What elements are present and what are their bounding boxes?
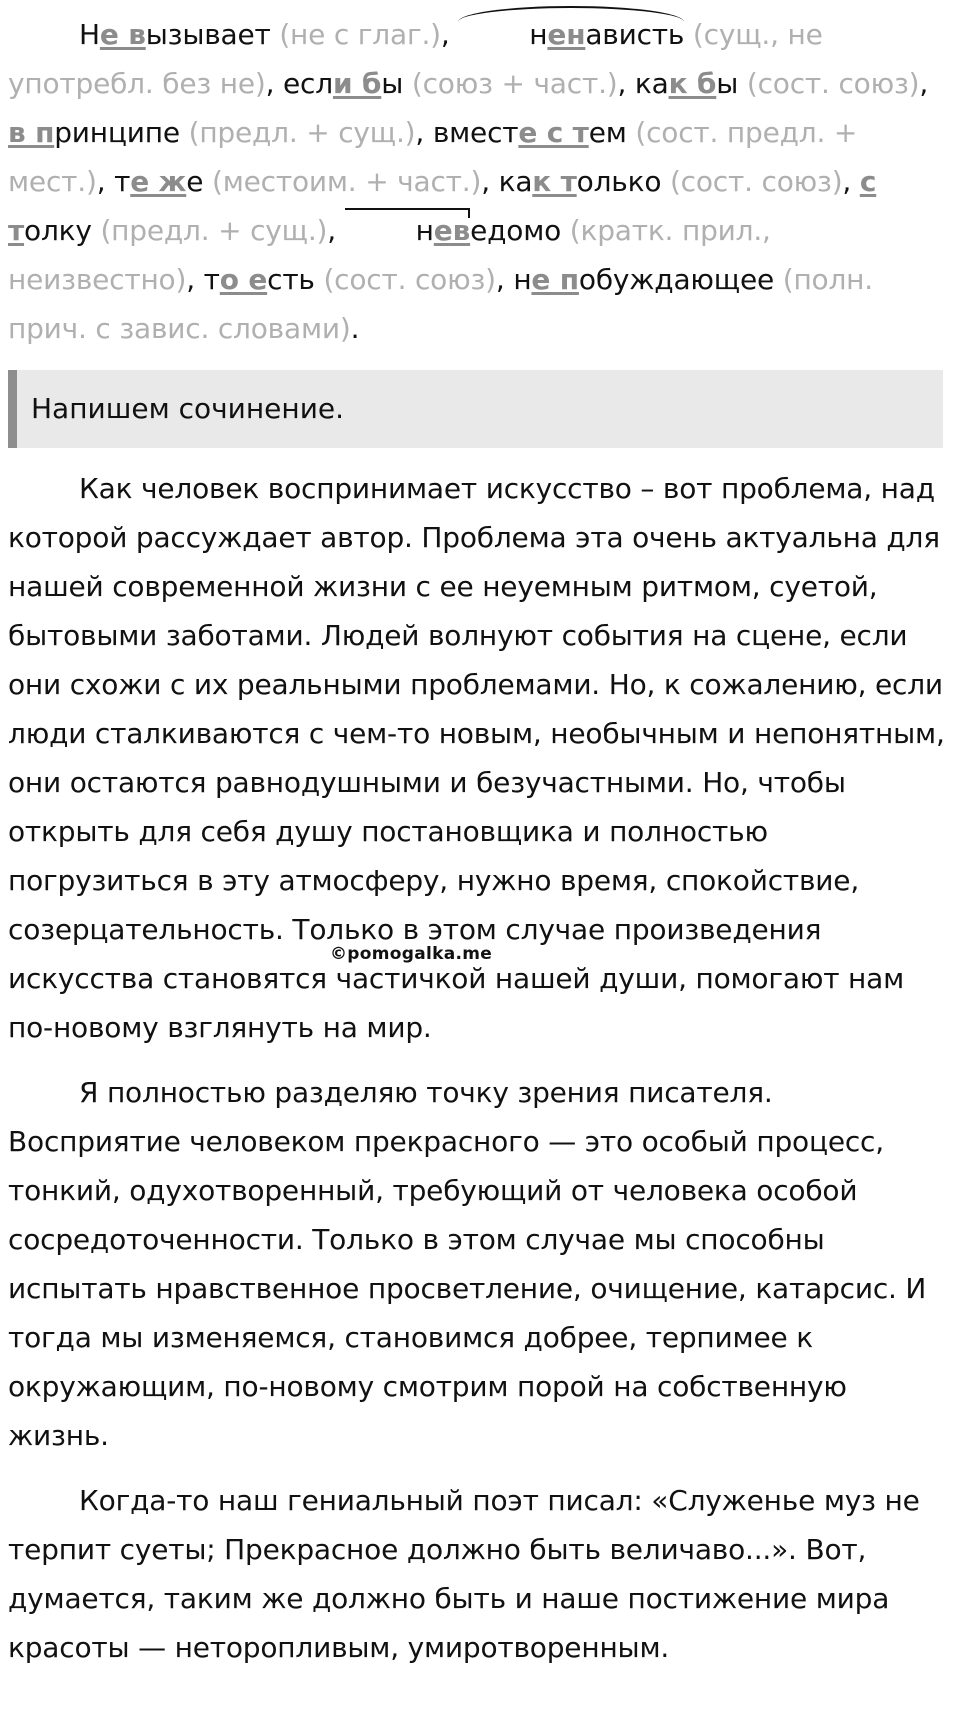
highlighted-letters: е ж (130, 165, 187, 198)
separator: , (617, 67, 635, 100)
section-banner (8, 370, 943, 448)
word-text: олько (576, 165, 670, 198)
grammar-note: (кратк. прил., неизвестно) (8, 214, 771, 296)
word-text: ка (498, 165, 533, 198)
word-text: ринципе (54, 116, 189, 149)
section-banner-label: Напишем сочинение. (31, 392, 345, 425)
intro-block (8, 10, 943, 353)
separator: , (842, 165, 860, 198)
grammar-note: (не с глаг.) (279, 18, 441, 51)
highlighted-letters: и б (332, 67, 382, 100)
essay-block (8, 464, 953, 1688)
separator: , (440, 18, 459, 51)
word-text: н (529, 18, 548, 51)
separator: , (495, 263, 514, 296)
highlighted-letters: е п (531, 263, 579, 296)
word-text: н (415, 214, 434, 247)
highlighted-letters: к б (668, 67, 717, 100)
word-text: ы (716, 67, 747, 100)
word-text: ем (588, 116, 636, 149)
separator: , (481, 165, 499, 198)
prefix-bracket-mark (345, 206, 470, 255)
word-text: олку (24, 214, 101, 247)
essay-paragraph: Как человек воспринимает искусство – вот проблема, над которой рассуждает автор. Проблема эта очень актуальна для нашей современной жизни с ее неуемным ритмом, суетой, бытовыми заботами. Людей волнуют события на сцене, если они схожи с их реальными проблемами. Но, к сожалению, если люди сталкиваются с чем-то новым, необычным и непонятным, они остаются равнодушными и безучастными. Но, чтобы открыть для себя душу постановщика и полностью погрузиться в эту атмосферу, нужно время, спокойствие, созерцательность. Только в этом случае произведения искусства становятся частичкой нашей души, помогают нам по-новому взглянуть на мир. (8, 472, 945, 1044)
grammar-note: (местоим. + част.) (211, 165, 482, 198)
separator: , (186, 263, 204, 296)
watermark: ©pomogalka.me (330, 944, 493, 964)
separator: , (265, 67, 284, 100)
highlighted-letters: о е (219, 263, 268, 296)
separator: , (415, 116, 433, 149)
highlighted-letters: ен (547, 18, 586, 51)
spelling-analysis-paragraph (8, 10, 943, 353)
root-arc-mark (458, 10, 684, 59)
word-text: н (513, 263, 532, 296)
grammar-note: (сост. союз) (669, 165, 843, 198)
word-text: сть (267, 263, 324, 296)
essay-paragraph: Когда-то наш гениальный поэт писал: «Служенье муз не терпит суеты; Прекрасное должно быть величаво...». Вот, думается, таким же должно быть и наше постижение мира красоты — неторопливым, умиротворенным. (8, 1484, 920, 1664)
word-text: вмест (432, 116, 519, 149)
grammar-note: (сост. союз) (746, 67, 920, 100)
word-text: Н (79, 18, 100, 51)
grammar-note: (сущ., не употребл. без не) (8, 18, 823, 100)
grammar-note: (союз + част.) (411, 67, 618, 100)
grammar-note: (предл. + сущ.) (188, 116, 416, 149)
word-text: ка (634, 67, 669, 100)
highlighted-letters: с т (8, 165, 877, 247)
word-text: обуждающее (578, 263, 783, 296)
word-text: ызывает (145, 18, 280, 51)
separator: , (327, 214, 345, 247)
separator: , (919, 67, 929, 100)
word-text: т (114, 165, 131, 198)
grammar-note: (сост. союз) (323, 263, 496, 296)
highlighted-letters: ев (433, 214, 471, 247)
separator (684, 18, 693, 51)
word-text: ы (381, 67, 412, 100)
highlighted-letters: в п (8, 116, 55, 149)
highlighted-letters: е в (99, 18, 146, 51)
separator: , (96, 165, 115, 198)
essay-paragraph: Я полностью разделяю точку зрения писателя. Восприятие человеком прекрасного — это особый процесс, тонкий, одухотворенный, требующий от человека особой сосредоточенности. Только в этом случае мы способны испытать нравственное просветление, очищение, катарсис. И тогда мы изменяемся, становимся добрее, терпимее к окружающим, по-новому смотрим порой на собственную жизнь. (8, 1076, 927, 1452)
word-text: есл (283, 67, 333, 100)
grammar-note: (предл. + сущ.) (100, 214, 328, 247)
grammar-note: (сост. предл. + мест.) (8, 116, 858, 198)
highlighted-letters: к т (532, 165, 577, 198)
word-text: т (203, 263, 220, 296)
word-text: ависть (585, 18, 685, 51)
word-text: е (186, 165, 212, 198)
grammar-note: (полн. прич. с завис. словами) (8, 263, 873, 345)
word-text: едомо (470, 214, 570, 247)
highlighted-letters: е с т (518, 116, 589, 149)
separator: . (350, 312, 360, 345)
